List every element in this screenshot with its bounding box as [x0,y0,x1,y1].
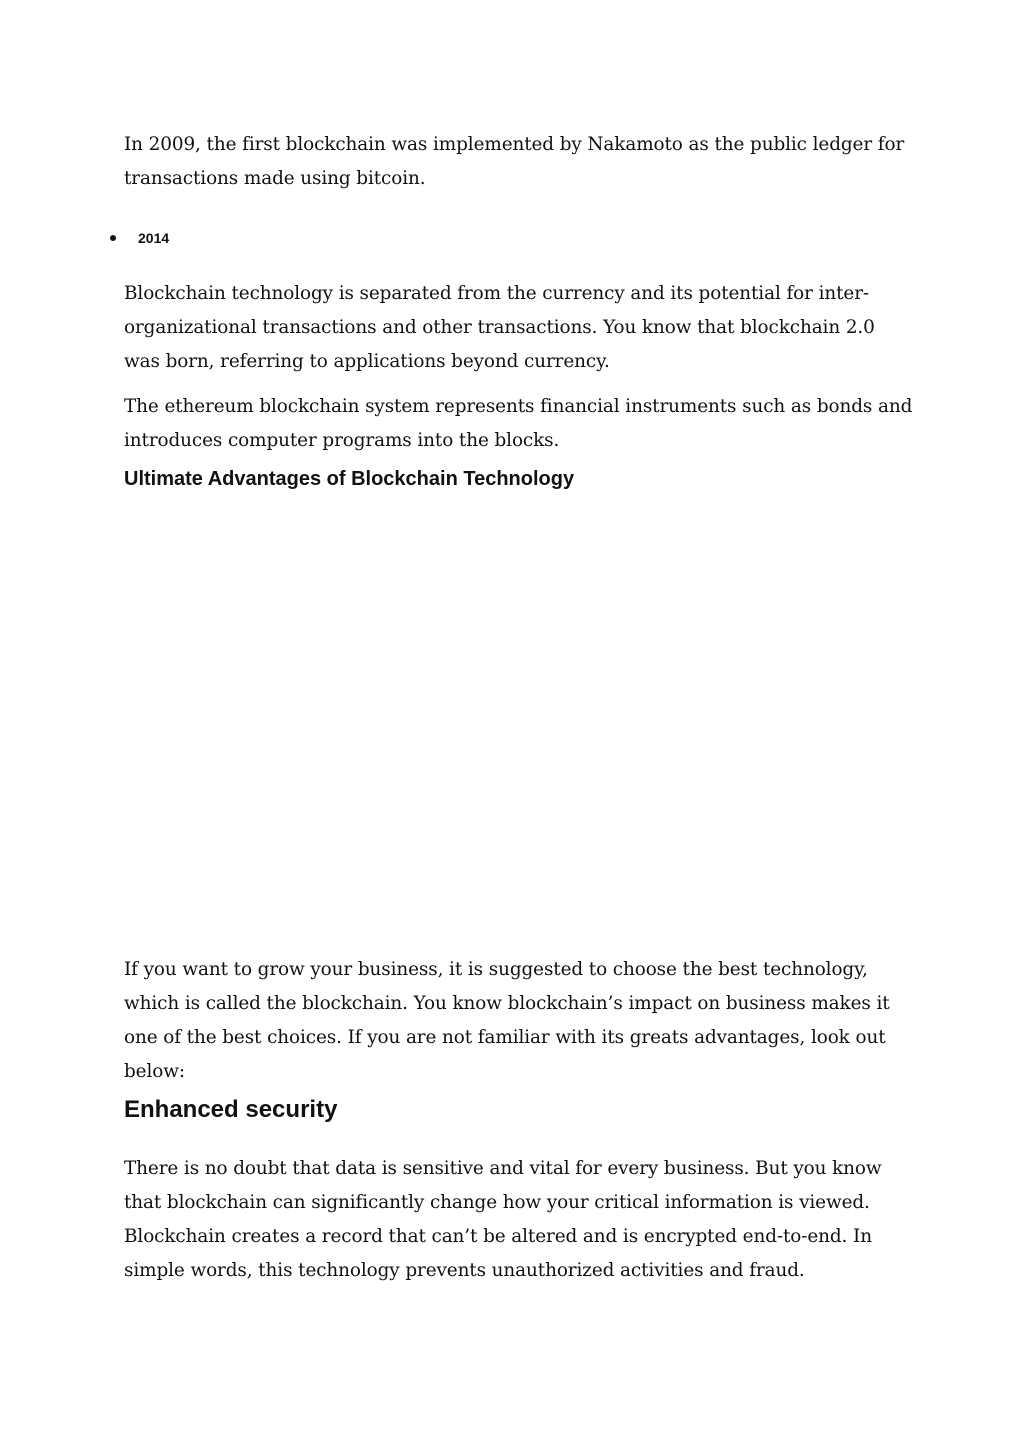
bullet-item-2014 [110,226,169,250]
heading-enhanced-security: Enhanced security [124,1096,338,1123]
heading-ultimate-advantages: Ultimate Advantages of Blockchain Technology [124,468,575,490]
paragraph-grow-business: If you want to grow your business, it is suggested to choose the best technology, which is called the blockchain. You know blockchain’s impact on business makes it one of the best choices. If you are not familiar with its greats advantages, look out below: [124,959,890,1082]
bullet-label: 2014 [138,230,170,246]
paragraph-2009: In 2009, the first blockchain was implemented by Nakamoto as the public ledger for transactions made using bitcoin. [124,134,905,189]
paragraph-ethereum: The ethereum blockchain system represents financial instruments such as bonds and introduces computer programs into the blocks. [124,396,913,451]
bullet-dot-icon [110,235,116,241]
paragraph-security: There is no doubt that data is sensitive and vital for every business. But you know that blockchain can significantly change how your critical information is viewed. Blockchain creates a record that can’t be altered and is encrypted end-to-end. In simple words, this technology prevents unauthorized activities and fraud. [124,1158,882,1281]
paragraph-2014: Blockchain technology is separated from the currency and its potential for inter-organizational transactions and other transactions. You know that blockchain 2.0 was born, referring to applications beyond currency. [124,283,875,372]
blank-image-area [124,505,899,945]
